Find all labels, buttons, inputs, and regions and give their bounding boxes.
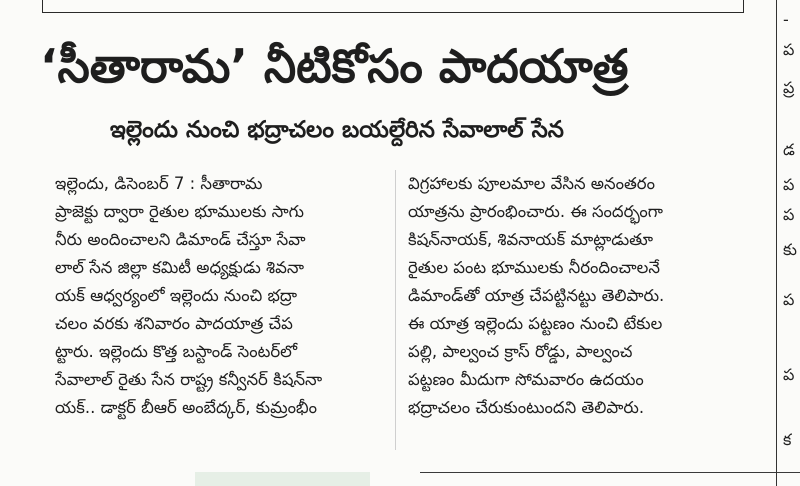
neighbor-fragment: ప [783,175,795,194]
neighbor-fragment: ప [783,40,795,59]
previous-article-box [42,0,744,13]
text-line: సేవాలాల్ రైతు సేన రాష్ట్ర కన్వీనర్ కిషన్‌నా [55,370,323,389]
text-line: ఈ యాత్ర ఇల్లెందు పట్టణం నుంచి టేకుల [408,314,663,333]
column-divider [395,170,396,450]
neighbor-fragment: ప [783,205,795,224]
neighbor-fragment: ప్ర [783,78,795,97]
text-line: డిమాండ్‌తో యాత్ర చేపట్టినట్టు తెలిపారు. [408,286,665,305]
text-line: రైతుల పంట భూములకు నీరందించాలనే [408,258,660,277]
text-line: భద్రాచలం చేరుకుంటుందని తెలిపారు. [408,398,645,417]
text-line: నీరు అందించాలని డిమాండ్ చేస్తూ సేవా [55,230,306,249]
text-line: యక్ ఆధ్వర్యంలో ఇల్లెందు నుంచి భద్రా [55,286,298,305]
article-column-2 [408,170,746,422]
article-headline: ‘సీతారామ’ నీటికోసం పాదయాత్ర [40,39,629,93]
text-line: కిషన్‌నాయక్, శివనాయక్ మాట్లాడుతూ [408,230,654,249]
next-article-box [195,472,370,486]
neighbor-fragment: - [783,10,789,29]
text-line: లాల్ సేన జిల్లా కమిటీ అధ్యక్షుడు శివనా [55,258,304,277]
neighbor-fragment: ప [783,365,795,384]
text-line: విగ్రహాలకు పూలమాల వేసిన అనంతరం [408,174,655,193]
article-subheadline: ఇల్లెందు నుంచి భద్రాచలం బయల్దేరిన సేవాలాల్ సేన [110,117,564,143]
text-line: చలం వరకు శనివారం పాదయాత్ర చేప [55,314,293,333]
text-line: యాత్రను ప్రారంభించారు. ఈ సందర్భంగా [408,202,663,221]
text-line: యక్.. డాక్టర్ బీఆర్ అంబేద్కర్, కుమ్రంభీం [55,398,318,417]
neighbor-fragment: కు [783,240,797,259]
neighbor-fragment: క [783,430,792,449]
text-line: పట్టణం మీదుగా సోమవారం ఉదయం [408,370,644,389]
bottom-rule [420,472,800,473]
text-line: ఇల్లెందు, డిసెంబర్ 7 : సీతారామ [55,174,263,193]
article-column-1 [55,170,385,422]
text-line: పల్లి, పాల్వంచ క్రాస్ రోడ్డు, పాల్వంచ [408,342,633,361]
text-line: ప్రాజెక్టు ద్వారా రైతుల భూములకు సాగు [55,202,304,221]
neighbor-fragment: డ [783,140,795,159]
neighbor-fragment: ప [783,290,795,309]
text-line: ట్టారు. ఇల్లెందు కొత్త బస్టాండ్ సెంటర్‌లో [55,342,298,361]
neighbor-column-strip [776,0,800,486]
